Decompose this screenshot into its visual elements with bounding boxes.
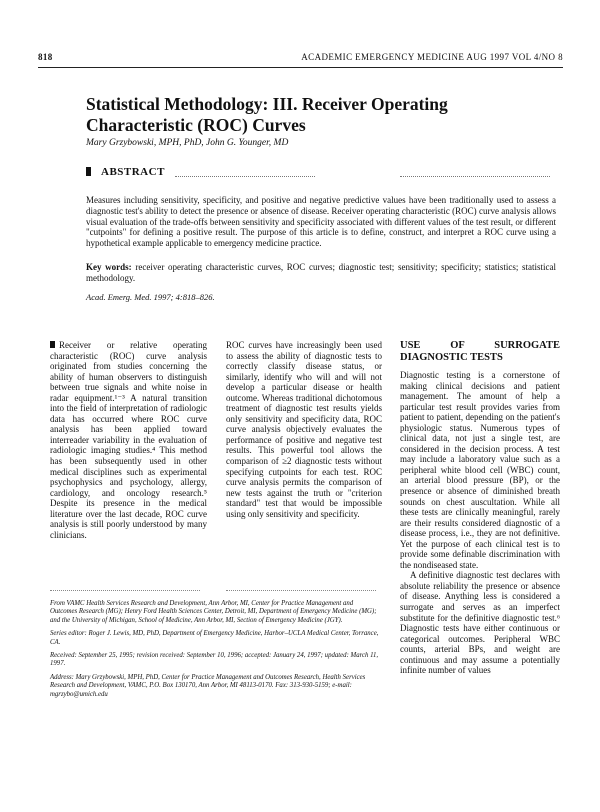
- header-rule: [38, 67, 563, 68]
- footnote-series-editor: Series editor: Roger J. Lewis, MD, PhD, Department of Emergency Medicine, Harbor–UCLA Medical Center, Torrance, CA.: [50, 630, 379, 646]
- column-end-dots: [226, 590, 376, 591]
- article-title: Statistical Methodology: III. Receiver Operating Characteristic (ROC) Curves: [86, 94, 448, 135]
- footnote-affiliation: From VAMC Health Services Research and Development, Ann Arbor, MI, Center for Practice Management and Outcomes Research (MG); Henry Ford Health Sciences Center, Detroit, MI, Department of Emergency Medicine (MG); and the University of Michigan, School of Medicine, Ann Arbor, MI, Section of Emergency Medicine (JGY).: [50, 600, 377, 624]
- footnote-received: Received: September 25, 1995; revision received: September 10, 1996; accepted: January 24, 1997; updated: March 11, 1997.: [50, 652, 379, 668]
- column-end-dots: [50, 590, 200, 591]
- keywords-label: Key words:: [86, 262, 132, 272]
- abstract-heading-label: ABSTRACT: [101, 166, 165, 178]
- running-head: ACADEMIC EMERGENCY MEDICINE AUG 1997 VOL 4/NO 8: [301, 52, 563, 62]
- citation: Acad. Emerg. Med. 1997; 4:818–826.: [86, 292, 215, 302]
- dotted-leader: [175, 176, 315, 177]
- page-number: 818: [38, 52, 53, 62]
- running-header: [38, 52, 563, 66]
- keywords: [86, 262, 556, 284]
- dotted-leader: [400, 176, 550, 177]
- body-column-3: [400, 340, 560, 676]
- abstract-heading: [86, 166, 165, 178]
- col2-text: ROC curves have increasingly been used to assess the ability of diagnostic tests to correctly classify disease status, or similarly, identify who will and will not develop a particular disease or health outcome. Whereas traditional dichotomous treatment of diagnostic test results yields only sensitivity and specificity data, ROC curve analysis objectively evaluates the performance of positive and negative test results. This powerful tool allows the comparison of ≥2 diagnostic tests without specifying cutpoints for each test. ROC curve analysis permits the comparison of new tests against the truth or "criterion standard" test that would be impossible using only sensitivity and specificity.: [226, 340, 382, 519]
- paragraph-marker-icon: [50, 341, 55, 348]
- col3-paragraph-2: A definitive diagnostic test declares with absolute reliability the presence or absence of disease. Anything less is considered a surrogate and serves as an imperfect substitute for the definitive diagnostic test.⁶ Diagnostic tests have either continuous or categorical outcomes. Peripheral WBC counts, arterial BPs, and weight are continuous and may assume a potentially infinite number of values: [400, 570, 560, 676]
- keywords-text: receiver operating characteristic curves, ROC curves; diagnostic test; sensitivity; specificity; statistics; statistical methodology.: [86, 262, 557, 283]
- col1-text: Receiver or relative operating characteristic (ROC) curve analysis originated from studies concerning the ability of human observers to distinguish between true signals and white noise in radar equipment.¹⁻³ A natural transition into the field of interpretation of radiologic data has occurred where ROC curve analysis has been applied toward interreader variability in the evaluation of radiologic imaging studies.⁴ This method has been subsequently used in other medical disciplines such as experimental psychophysics and psychology, allergy, cardiology, and oncology research.⁵ Despite its presence in the medical literature over the last decade, ROC curve analysis is still poorly understood by many clinicians.: [50, 340, 207, 540]
- footnote-address: Address: Mary Grzybowski, MPH, PhD, Center for Practice Management and Outcomes Research, Health Services Research and Development, VAMC, P.O. Box 130170, Ann Arbor, MI 48113-0170. Fax: 313-930-5159; e-mail: mgrzybo@umich.edu: [50, 673, 366, 698]
- footnotes: [50, 600, 380, 704]
- col3-paragraph-1: Diagnostic testing is a cornerstone of making clinical decisions and patient management. The amount of help a particular test result provides varies from patient to patient, depending on the patient's physiologic status. Numerous types of clinical data, not just a single test, are considered in the decision process. A test may include a laboratory value such as a peripheral white blood cell (WBC) count, an arterial blood pressure (BP), or the presence or absence of diminished breath sounds on chest auscultation. While all these tests are clinically meaningful, rarely are their results considered diagnostic of a disease process, i.e., they are not definitive. Yet the purpose of each clinical test is to provide some definable discrimination with the nondiseased state.: [400, 370, 560, 570]
- body-column-1: [50, 340, 207, 540]
- abstract-text: Measures including sensitivity, specificity, and positive and negative predictive values have been traditionally used to assess a diagnostic test's ability to detect the presence or absence of disease. Receiver operating characteristic (ROC) curve analysis allows visual evaluation of the trade-offs between sensitivity and specificity associated with different values of the test result, or different "cutpoints" for defining a positive result. The purpose of this article is to define, construct, and interpret a ROC curve using a hypothetical example applicable to emergency medicine practice.: [86, 195, 556, 249]
- body-column-2: [226, 340, 382, 519]
- section-marker-icon: [86, 167, 91, 176]
- article-authors: Mary Grzybowski, MPH, PhD, John G. Younger, MD: [86, 138, 289, 148]
- section-heading: USE OF SURROGATE DIAGNOSTIC TESTS: [400, 340, 560, 363]
